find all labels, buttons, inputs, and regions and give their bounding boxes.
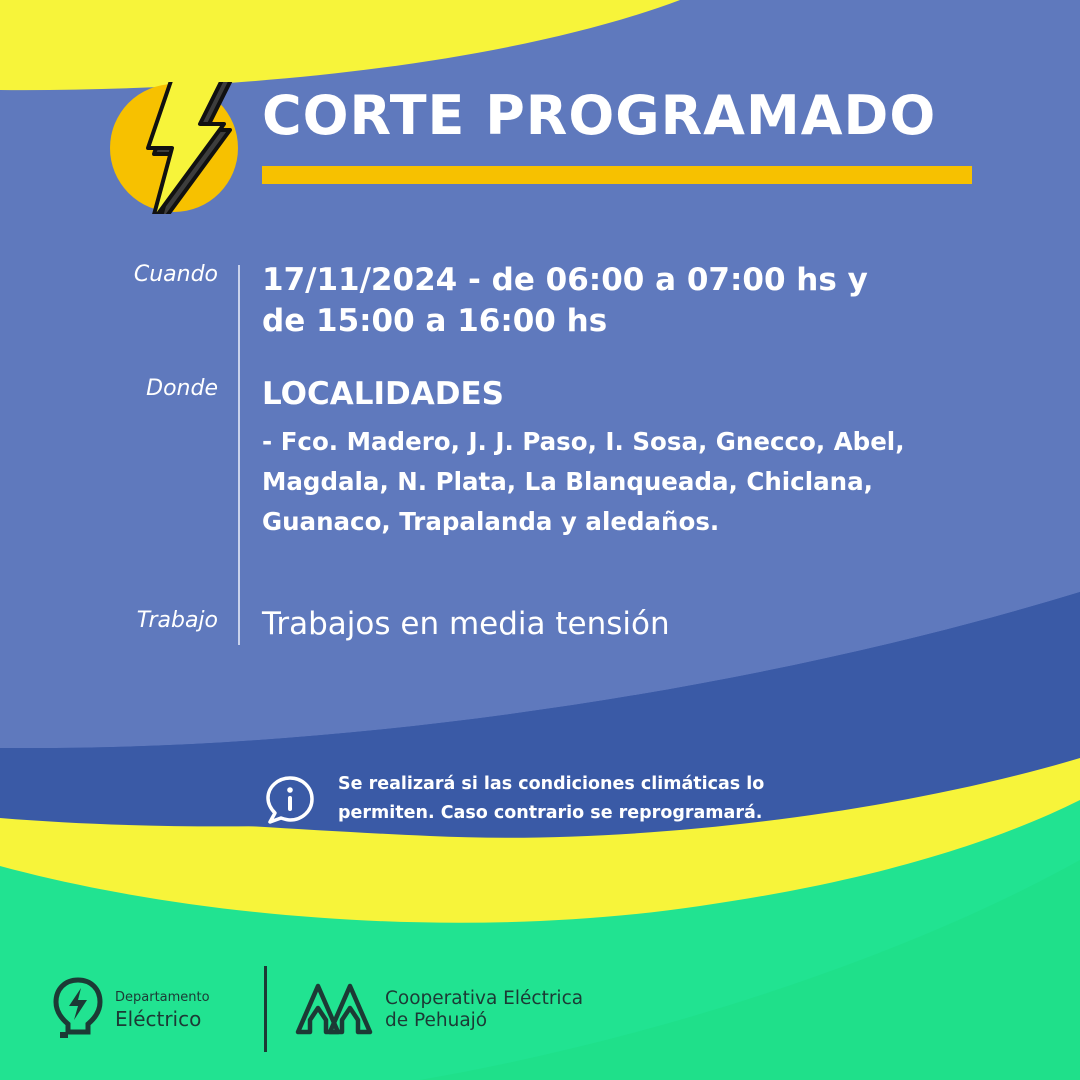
dept-small-text: Departamento [115, 990, 210, 1005]
footer-divider [264, 966, 267, 1052]
dept-big-text: Eléctrico [115, 1007, 202, 1031]
where-list [262, 422, 1022, 542]
when-line-2: de 15:00 a 16:00 hs [262, 303, 608, 339]
when-value [262, 260, 962, 342]
cooperativa-logo-icon [294, 980, 374, 1040]
when-label: Cuando [133, 262, 218, 287]
where-line-2: Magdala, N. Plata, La Blanqueada, Chiclana, [262, 467, 873, 496]
work-label: Trabajo [136, 608, 218, 633]
work-value: Trabajos en media tensión [262, 606, 670, 642]
where-label: Donde [146, 376, 218, 401]
where-line-3: Guanaco, Trapalanda y aledaños. [262, 507, 720, 536]
where-heading: LOCALIDADES [262, 376, 504, 412]
notice-line-2: permiten. Caso contrario se reprogramará. [338, 803, 763, 823]
title-underline [262, 166, 972, 184]
info-chat-icon [264, 774, 316, 826]
notice-line-1: Se realizará si las condiciones climáticas lo [338, 774, 765, 794]
page-title: CORTE PROGRAMADO [262, 84, 937, 147]
weather-notice [338, 770, 808, 828]
where-line-1: - Fco. Madero, J. J. Paso, I. Sosa, Gnecco, Abel, [262, 427, 905, 456]
when-line-1: 17/11/2024 - de 06:00 a 07:00 hs y [262, 262, 868, 298]
lightning-bolt-icon [108, 82, 240, 214]
coop-name-line-2: de Pehuajó [385, 1010, 488, 1031]
divider-line [238, 265, 240, 645]
coop-name-line-1: Cooperativa Eléctrica [385, 988, 584, 1009]
departamento-electrico-logo-icon [50, 974, 106, 1040]
